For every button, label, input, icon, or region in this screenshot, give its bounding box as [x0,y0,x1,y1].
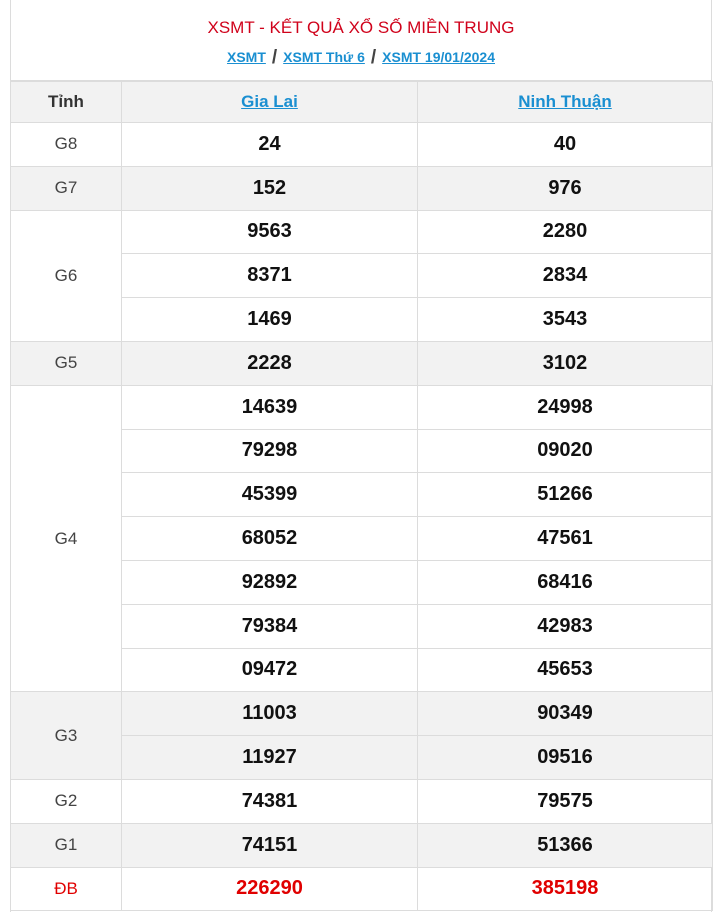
result-number-ninh-thuan: 42983 [418,604,713,648]
results-header [11,0,711,81]
result-number-gia-lai: 8371 [122,254,418,298]
table-row [11,123,713,167]
result-number-gia-lai: 11003 [122,692,418,736]
prize-label: ĐB [11,867,122,911]
province-link-gia-lai[interactable]: Gia Lai [241,92,298,111]
table-row [11,823,713,867]
result-number-ninh-thuan: 40 [418,123,713,167]
result-number-ninh-thuan: 3102 [418,341,713,385]
result-number-ninh-thuan: 47561 [418,517,713,561]
result-number-ninh-thuan: 2280 [418,210,713,254]
result-number-gia-lai: 45399 [122,473,418,517]
result-number-ninh-thuan: 3543 [418,298,713,342]
result-number-gia-lai: 1469 [122,298,418,342]
prize-label: G2 [11,779,122,823]
breadcrumb [11,47,711,67]
result-number-gia-lai: 2228 [122,341,418,385]
column-header-ninh-thuan [418,82,713,123]
result-number-gia-lai: 92892 [122,560,418,604]
prize-label: G7 [11,166,122,210]
table-row [11,692,713,736]
result-number-ninh-thuan: 09020 [418,429,713,473]
table-row [11,166,713,210]
result-number-gia-lai: 79384 [122,604,418,648]
column-header-gia-lai [122,82,418,123]
result-number-ninh-thuan: 51266 [418,473,713,517]
column-header-province: Tỉnh [11,82,122,123]
page-title: XSMT - KẾT QUẢ XỔ SỐ MIỀN TRUNG [207,18,515,37]
province-link-ninh-thuan[interactable]: Ninh Thuận [518,92,612,111]
result-number-gia-lai: 9563 [122,210,418,254]
prize-label: G8 [11,123,122,167]
result-number-ninh-thuan: 385198 [418,867,713,911]
breadcrumb-link-xsmt-date[interactable]: XSMT 19/01/2024 [382,49,495,65]
result-number-ninh-thuan: 09516 [418,736,713,780]
result-number-ninh-thuan: 68416 [418,560,713,604]
prize-label: G4 [11,385,122,692]
result-number-ninh-thuan: 976 [418,166,713,210]
result-number-gia-lai: 79298 [122,429,418,473]
result-number-ninh-thuan: 90349 [418,692,713,736]
result-number-gia-lai: 11927 [122,736,418,780]
result-number-gia-lai: 74381 [122,779,418,823]
result-number-gia-lai: 226290 [122,867,418,911]
prize-label: G3 [11,692,122,780]
results-panel [10,0,712,912]
prize-label: G6 [11,210,122,341]
result-number-gia-lai: 24 [122,123,418,167]
table-row [11,341,713,385]
result-number-ninh-thuan: 24998 [418,385,713,429]
prize-label: G5 [11,341,122,385]
table-row [11,210,713,254]
result-number-gia-lai: 09472 [122,648,418,692]
breadcrumb-separator: / [271,47,278,68]
result-number-ninh-thuan: 2834 [418,254,713,298]
table-row [11,779,713,823]
results-body [11,123,713,911]
result-number-gia-lai: 152 [122,166,418,210]
result-number-ninh-thuan: 51366 [418,823,713,867]
prize-label: G1 [11,823,122,867]
table-row [11,385,713,429]
results-table [10,81,713,911]
breadcrumb-link-xsmt[interactable]: XSMT [226,49,266,65]
breadcrumb-separator: / [370,47,377,68]
table-row [11,867,713,911]
result-number-gia-lai: 68052 [122,517,418,561]
table-header-row [11,82,713,123]
breadcrumb-link-xsmt-thu-6[interactable]: XSMT Thứ 6 [283,49,365,65]
result-number-ninh-thuan: 45653 [418,648,713,692]
result-number-gia-lai: 14639 [122,385,418,429]
result-number-gia-lai: 74151 [122,823,418,867]
result-number-ninh-thuan: 79575 [418,779,713,823]
